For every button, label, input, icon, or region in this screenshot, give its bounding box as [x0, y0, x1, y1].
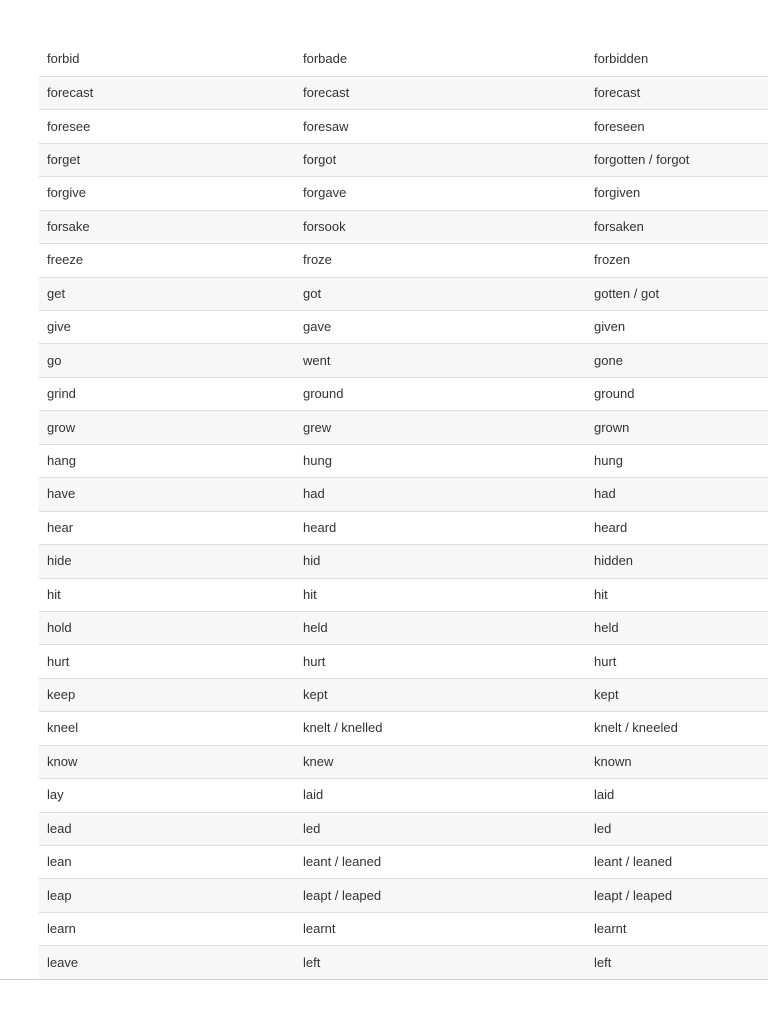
table-row: [39, 745, 768, 778]
table-row: [39, 511, 768, 544]
past-simple-cell: hurt: [303, 653, 326, 669]
past-participle-cell: gotten / got: [594, 285, 660, 301]
past-participle-cell: leapt / leaped: [594, 887, 673, 903]
base-form-cell: go: [47, 352, 62, 368]
past-simple-cell: laid: [303, 787, 324, 803]
base-form-cell: grow: [47, 419, 76, 435]
past-simple-cell: led: [303, 820, 321, 836]
past-participle-cell: forecast: [594, 85, 641, 101]
past-simple-cell: left: [303, 954, 321, 970]
table-row: [39, 311, 768, 344]
base-form-cell: forgive: [47, 185, 87, 201]
base-form-cell: lean: [47, 854, 72, 870]
past-participle-cell: had: [594, 486, 616, 502]
past-participle-cell: foreseen: [594, 118, 645, 134]
past-participle-cell: held: [594, 620, 619, 636]
past-simple-cell: knew: [303, 753, 334, 769]
base-form-cell: grind: [47, 386, 76, 402]
table-row: [39, 411, 768, 444]
base-form-cell: forbid: [47, 51, 80, 67]
table-row: [39, 645, 768, 678]
past-simple-cell: forgave: [303, 185, 347, 201]
bottom-divider: [0, 979, 768, 980]
past-participle-cell: forgiven: [594, 185, 641, 201]
past-simple-cell: leapt / leaped: [303, 887, 382, 903]
table-row: [39, 177, 768, 210]
past-simple-cell: leant / leaned: [303, 854, 382, 870]
past-participle-cell: ground: [594, 386, 635, 402]
past-simple-cell: learnt: [303, 921, 336, 937]
past-participle-cell: forgotten / forgot: [594, 152, 690, 168]
past-participle-cell: frozen: [594, 252, 631, 268]
past-simple-cell: heard: [303, 519, 337, 535]
past-participle-cell: hidden: [594, 553, 634, 569]
base-form-cell: hang: [47, 452, 76, 468]
table-row: [39, 344, 768, 377]
table-row: [39, 210, 768, 243]
verbs-table-body: [39, 43, 768, 979]
past-simple-cell: foresaw: [303, 118, 349, 134]
table-row: [39, 779, 768, 812]
past-participle-cell: forbidden: [594, 51, 649, 67]
base-form-cell: give: [47, 319, 71, 335]
base-form-cell: freeze: [47, 252, 84, 268]
base-form-cell: hide: [47, 553, 72, 569]
base-form-cell: hold: [47, 620, 72, 636]
base-form-cell: kneel: [47, 720, 79, 736]
base-form-cell: leap: [47, 887, 72, 903]
past-participle-cell: gone: [594, 352, 623, 368]
past-participle-cell: kept: [594, 687, 619, 703]
past-simple-cell: froze: [303, 252, 332, 268]
past-participle-cell: hung: [594, 452, 623, 468]
past-participle-cell: led: [594, 820, 612, 836]
past-simple-cell: grew: [303, 419, 332, 435]
past-simple-cell: forsook: [303, 218, 346, 234]
table-row: [39, 377, 768, 410]
base-form-cell: lay: [47, 787, 64, 803]
past-participle-cell: known: [594, 753, 632, 769]
table-row: [39, 244, 768, 277]
base-form-cell: lead: [47, 820, 72, 836]
table-row: [39, 912, 768, 945]
base-form-cell: foresee: [47, 118, 91, 134]
past-simple-cell: forbade: [303, 51, 348, 67]
table-row: [39, 277, 768, 310]
irregular-verbs-table-wrapper: [39, 43, 768, 980]
base-form-cell: leave: [47, 954, 79, 970]
table-row: [39, 846, 768, 879]
base-form-cell: forsake: [47, 218, 90, 234]
base-form-cell: know: [47, 753, 78, 769]
table-row: [39, 812, 768, 845]
past-participle-cell: hurt: [594, 653, 617, 669]
past-participle-cell: given: [594, 319, 626, 335]
past-participle-cell: hit: [594, 586, 608, 602]
past-simple-cell: knelt / knelled: [303, 720, 383, 736]
base-form-cell: learn: [47, 921, 76, 937]
table-row: [39, 110, 768, 143]
base-form-cell: forget: [47, 152, 81, 168]
table-row: [39, 946, 768, 979]
past-simple-cell: went: [303, 352, 331, 368]
base-form-cell: hit: [47, 586, 61, 602]
table-row: [39, 545, 768, 578]
past-participle-cell: left: [594, 954, 612, 970]
base-form-cell: have: [47, 486, 76, 502]
table-row: [39, 712, 768, 745]
base-form-cell: forecast: [47, 85, 94, 101]
past-simple-cell: hid: [303, 553, 321, 569]
irregular-verbs-table: [39, 43, 768, 980]
table-row: [39, 879, 768, 912]
past-simple-cell: ground: [303, 386, 344, 402]
base-form-cell: get: [47, 285, 66, 301]
past-participle-cell: heard: [594, 519, 628, 535]
past-simple-cell: hit: [303, 586, 317, 602]
past-simple-cell: got: [303, 285, 322, 301]
past-simple-cell: forecast: [303, 85, 350, 101]
past-simple-cell: forgot: [303, 152, 337, 168]
base-form-cell: hurt: [47, 653, 70, 669]
table-row: [39, 444, 768, 477]
past-simple-cell: kept: [303, 687, 328, 703]
past-simple-cell: gave: [303, 319, 332, 335]
base-form-cell: hear: [47, 519, 74, 535]
past-participle-cell: learnt: [594, 921, 627, 937]
table-row: [39, 43, 768, 76]
base-form-cell: keep: [47, 687, 76, 703]
past-participle-cell: grown: [594, 419, 630, 435]
table-row: [39, 76, 768, 109]
past-participle-cell: leant / leaned: [594, 854, 673, 870]
table-row: [39, 143, 768, 176]
past-participle-cell: laid: [594, 787, 615, 803]
table-row: [39, 678, 768, 711]
past-simple-cell: held: [303, 620, 328, 636]
table-row: [39, 611, 768, 644]
table-row: [39, 578, 768, 611]
past-participle-cell: forsaken: [594, 218, 644, 234]
past-participle-cell: knelt / kneeled: [594, 720, 678, 736]
past-simple-cell: had: [303, 486, 325, 502]
past-simple-cell: hung: [303, 452, 332, 468]
table-row: [39, 478, 768, 511]
